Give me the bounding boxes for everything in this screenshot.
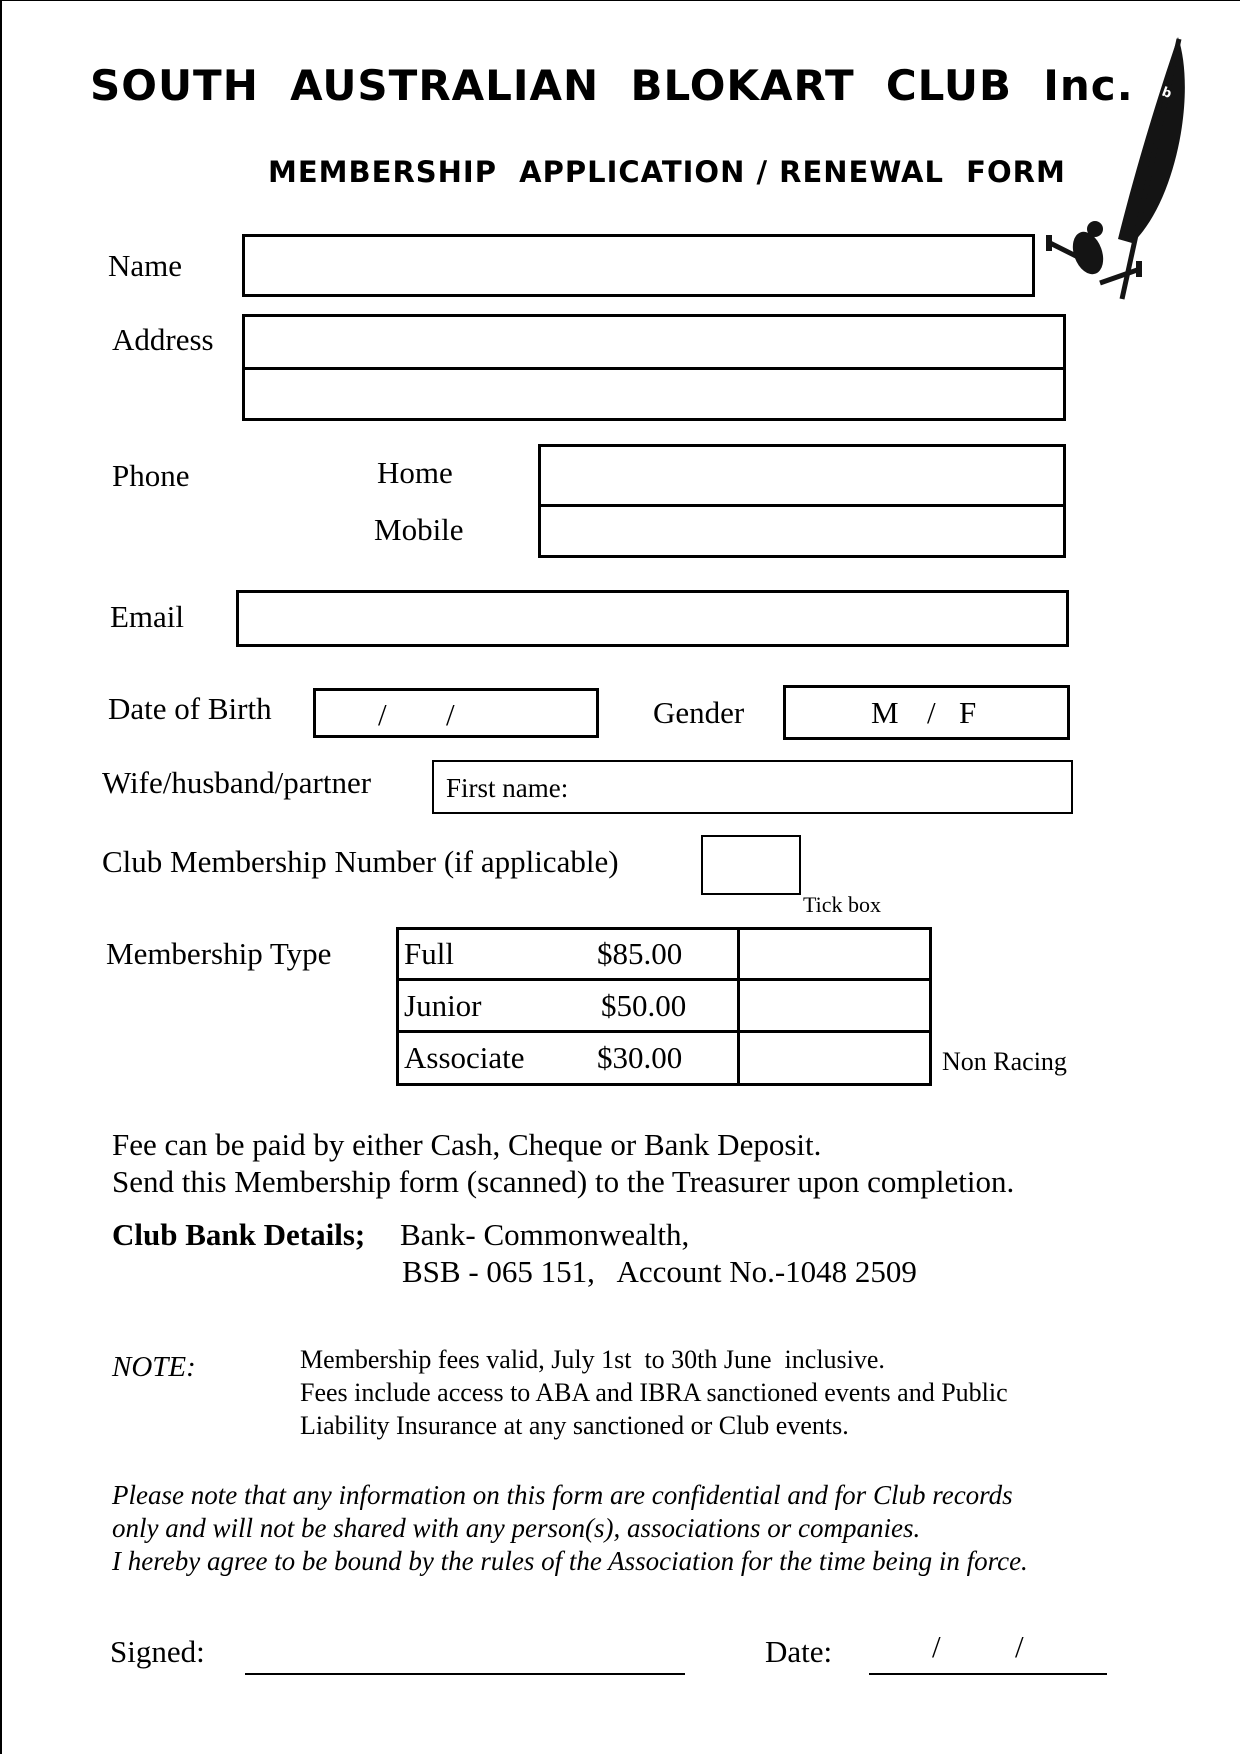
club-number-label: Club Membership Number (if applicable)	[102, 844, 619, 879]
home-phone-input[interactable]	[538, 444, 1066, 507]
dob-input[interactable]	[313, 688, 599, 738]
address-label: Address	[112, 322, 214, 357]
disclaimer-line-3: I hereby agree to be bound by the rules of the Association for the time being in force.	[112, 1546, 1028, 1576]
phone-label: Phone	[112, 458, 190, 493]
payment-line-2: Send this Membership form (scanned) to the Treasurer upon completion.	[112, 1164, 1015, 1199]
note-line-2: Fees include access to ABA and IBRA sanctioned events and Public	[300, 1378, 1008, 1407]
disclaimer-line-2: only and will not be shared with any person(s), associations or companies.	[112, 1513, 921, 1543]
gender-separator: /	[927, 695, 936, 730]
tick-cell-junior[interactable]	[741, 982, 929, 1030]
name-input[interactable]	[242, 234, 1035, 297]
signature-line[interactable]	[245, 1673, 685, 1675]
membership-price-full: $85.00	[597, 936, 683, 971]
payment-line-1: Fee can be paid by either Cash, Cheque or Bank Deposit.	[112, 1127, 822, 1162]
bank-details-label: Club Bank Details;	[112, 1217, 366, 1252]
email-input[interactable]	[236, 590, 1069, 647]
form-subtitle: MEMBERSHIP APPLICATION / RENEWAL FORM	[268, 155, 1066, 189]
tick-box-label: Tick box	[803, 892, 882, 917]
bank-account: BSB - 065 151, Account No.-1048 2509	[402, 1254, 917, 1289]
pilot-head	[1087, 221, 1103, 237]
club-title: SOUTH AUSTRALIAN BLOKART CLUB Inc.	[90, 61, 1134, 110]
pilot-body	[1067, 228, 1108, 279]
partner-first-name-input[interactable]	[432, 760, 1073, 814]
membership-price-junior: $50.00	[601, 988, 687, 1023]
dob-slash-1: /	[378, 697, 387, 732]
disclaimer-line-1: Please note that any information on this form are confidential and for Club records	[112, 1480, 1013, 1510]
sail-mark: b	[1159, 84, 1174, 102]
membership-name-full: Full	[404, 936, 454, 971]
address-line-1-input[interactable]	[242, 314, 1066, 370]
table-rule-h2	[396, 1030, 932, 1033]
rear-axle	[1100, 269, 1140, 283]
note-line-1: Membership fees valid, July 1st to 30th June inclusive.	[300, 1345, 885, 1374]
gender-input[interactable]	[783, 685, 1070, 740]
tick-cell-associate[interactable]	[741, 1034, 929, 1083]
gender-label: Gender	[653, 695, 745, 730]
dob-slash-2: /	[446, 697, 455, 732]
email-label: Email	[110, 599, 185, 634]
axle-end-left	[1046, 235, 1052, 251]
address-line-2-input[interactable]	[242, 367, 1066, 421]
date-slash-2: /	[1015, 1629, 1024, 1664]
name-label: Name	[108, 248, 183, 283]
home-phone-label: Home	[377, 455, 453, 490]
membership-name-junior: Junior	[404, 988, 482, 1023]
signed-label: Signed:	[110, 1634, 205, 1669]
note-label: NOTE:	[112, 1351, 196, 1383]
gender-m[interactable]: M	[871, 695, 899, 730]
axle-end-right	[1136, 261, 1142, 277]
partner-first-name-placeholder: First name:	[446, 773, 569, 803]
table-rule-v	[737, 927, 740, 1086]
date-label: Date:	[765, 1634, 833, 1669]
note-line-3: Liability Insurance at any sanctioned or Club events.	[300, 1411, 849, 1440]
tick-cell-full[interactable]	[741, 930, 929, 978]
partner-label: Wife/husband/partner	[102, 765, 372, 800]
non-racing-label: Non Racing	[942, 1047, 1067, 1076]
club-number-tick-box[interactable]	[701, 835, 801, 895]
membership-name-associate: Associate	[404, 1040, 525, 1075]
gender-f[interactable]: F	[959, 695, 977, 730]
date-line[interactable]	[869, 1673, 1107, 1675]
dob-label: Date of Birth	[108, 691, 272, 726]
date-slash-1: /	[932, 1629, 941, 1664]
blokart-sail-logo	[1040, 33, 1230, 308]
mobile-phone-input[interactable]	[538, 504, 1066, 558]
membership-price-associate: $30.00	[597, 1040, 683, 1075]
bank-name: Bank- Commonwealth,	[400, 1217, 690, 1252]
membership-type-label: Membership Type	[106, 936, 332, 971]
mobile-phone-label: Mobile	[374, 512, 464, 547]
table-rule-h1	[396, 978, 932, 981]
